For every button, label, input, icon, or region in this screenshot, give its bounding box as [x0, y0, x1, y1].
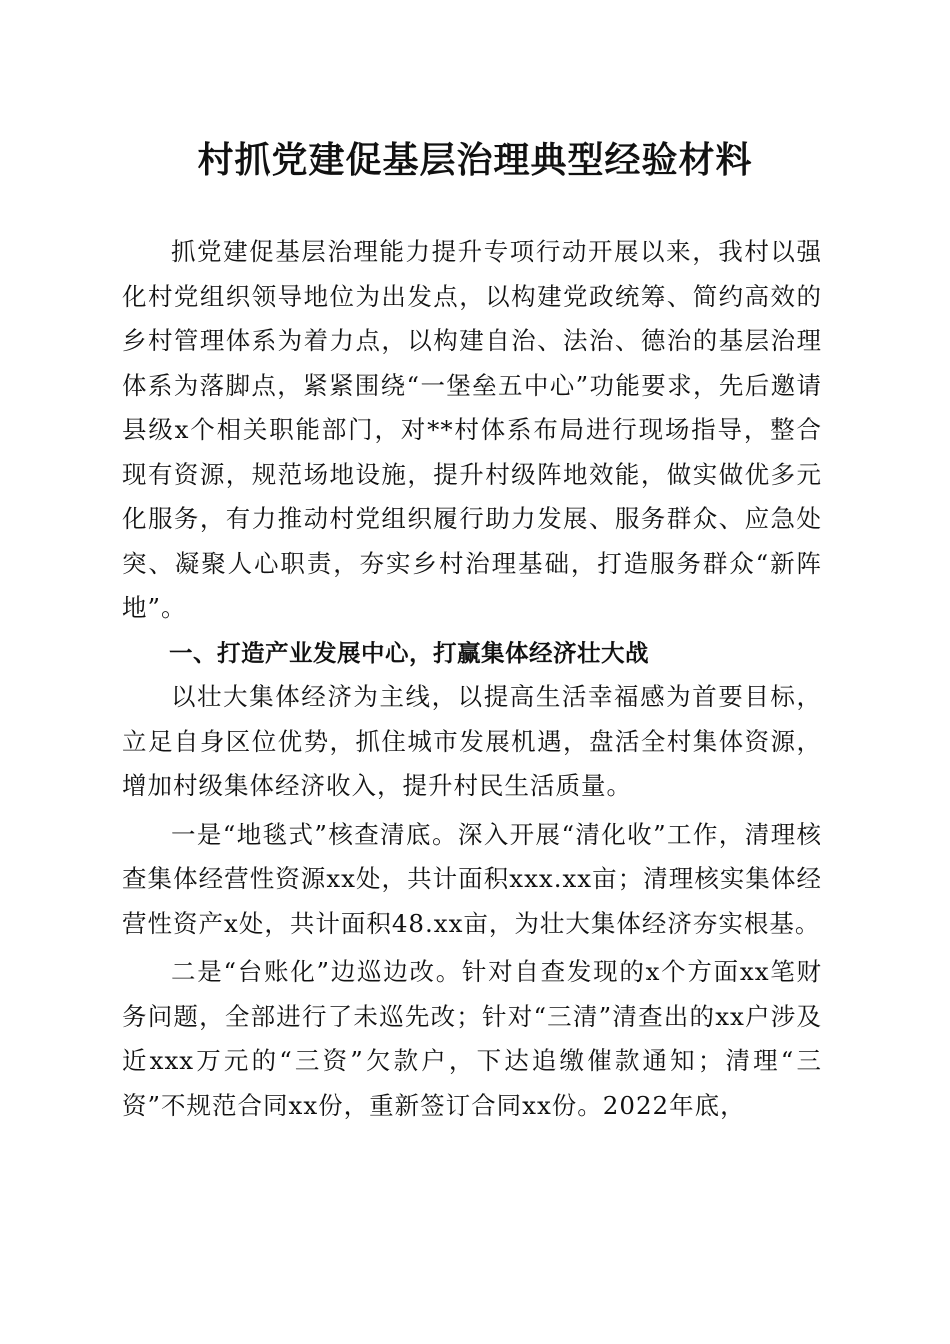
item-paragraph-2: 二是“台账化”边巡边改。针对自查发现的x个方面xx笔财务问题，全部进行了未巡先改；针对“三清”清查出的xx户涉及近xxx万元的“三资”欠款户，下达追缴催款通知；清理“三资”不规范合同xx份，重新签订合同xx份。2022年底， — [122, 957, 822, 1120]
document-body — [122, 230, 822, 1128]
document-title: 村抓党建促基层治理典型经验材料 — [197, 139, 753, 181]
intro-paragraph: 抓党建促基层治理能力提升专项行动开展以来，我村以强化村党组织领导地位为出发点，以构建党政统筹、简约高效的乡村管理体系为着力点，以构建自治、法治、德治的基层治理体系为落脚点，紧紧围绕“一堡垒五中心”功能要求，先后邀请县级x个相关职能部门，对**村体系布局进行现场指导，整合现有资源，规范场地设施，提升村级阵地效能，做实做优多元化服务，有力推动村党组织履行助力发展、服务群众、应急处突、凝聚人心职责，夯实乡村治理基础，打造服务群众“新阵地”。 — [122, 237, 822, 622]
item-paragraph-1: 一是“地毯式”核查清底。深入开展“清化收”工作，清理核查集体经营性资源xx处，共计面积xxx.xx亩；清理核实集体经营性资产x处，共计面积48.xx亩，为壮大集体经济夯实根基。 — [122, 819, 822, 938]
section-heading: 一、打造产业发展中心，打赢集体经济壮大战 — [169, 638, 649, 667]
section-intro-paragraph: 以壮大集体经济为主线，以提高生活幸福感为首要目标，立足自身区位优势，抓住城市发展机遇，盘活全村集体资源，增加村级集体经济收入，提升村民生活质量。 — [122, 682, 822, 800]
